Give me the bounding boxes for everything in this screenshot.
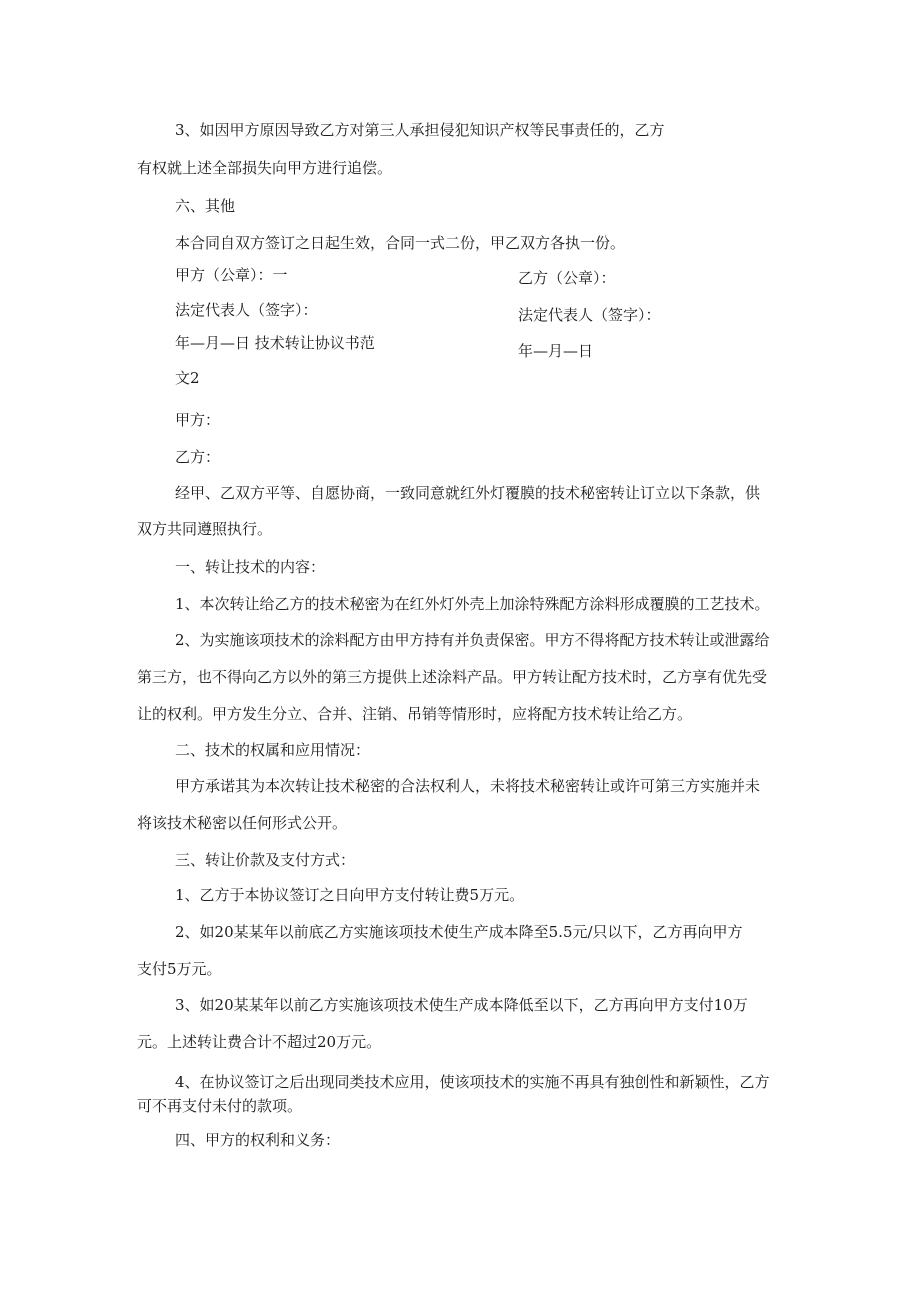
party-a-seal-label: 甲方（公章）：一 — [175, 266, 288, 284]
text-line: 经甲、乙双方平等、自愿协商，一致同意就红外灯覆膜的技术秘密转让订立以下条款，供 — [175, 484, 761, 502]
text-line: 支付5万元。 — [137, 960, 222, 978]
party-b-seal-label: 乙方（公章）： — [518, 269, 616, 287]
party-b-label: 乙方： — [175, 448, 221, 466]
text-line: 第三方，也不得向乙方以外的第三方提供上述涂料产品。甲方转让配方技术时，乙方享有优先受 — [137, 668, 768, 686]
text-line: 3、如因甲方原因导致乙方对第三人承担侵犯知识产权等民事责任的，乙方 — [175, 121, 665, 139]
party-b-rep-label: 法定代表人（签字）： — [518, 306, 661, 324]
party-a-date: 年—月—日 技术转让协议书范 — [175, 334, 375, 352]
text-line: 元。上述转让费合计不超过20万元。 — [137, 1033, 382, 1051]
section-heading: 六、其他 — [175, 197, 236, 215]
text-line: 可不再支付未付的款项。 — [137, 1097, 303, 1115]
text-line: 1、乙方于本协议签订之日向甲方支付转让费5万元。 — [175, 886, 525, 904]
text-line: 2、如20某某年以前底乙方实施该项技术使生产成本降至5.5元/只以下，乙方再向甲方 — [175, 923, 743, 941]
text-line: 将该技术秘密以任何形式公开。 — [137, 814, 348, 832]
text-line: 2、为实施该项技术的涂料配方由甲方持有并负责保密。甲方不得将配方技术转让或泄露给 — [175, 631, 770, 649]
text-line: 甲方承诺其为本次转让技术秘密的合法权利人，未将技术秘密转让或许可第三方实施并未 — [175, 777, 761, 795]
text-line: 有权就上述全部损失向甲方进行追偿。 — [137, 159, 393, 177]
party-a-label: 甲方： — [175, 411, 221, 429]
section-heading: 三、转让价款及支付方式： — [175, 851, 356, 869]
party-b-date: 年—月—日 — [518, 342, 594, 360]
section-heading: 四、甲方的权利和义务： — [175, 1131, 341, 1149]
party-a-rep-label: 法定代表人（签字）： — [175, 301, 318, 319]
text-line: 双方共同遵照执行。 — [137, 520, 273, 538]
text-line: 让的权利。甲方发生分立、合并、注销、吊销等情形时，应将配方技术转让给乙方。 — [137, 705, 693, 723]
section-heading: 一、转让技术的内容： — [175, 558, 326, 576]
text-line: 1、本次转让给乙方的技术秘密为在红外灯外壳上加涂特殊配方涂料形成覆膜的工艺技术。 — [175, 595, 770, 613]
section-heading: 二、技术的权属和应用情况： — [175, 741, 371, 759]
text-line: 4、在协议签订之后出现同类技术应用，使该项技术的实施不再具有独创性和新颖性，乙方 — [175, 1073, 770, 1091]
text-line: 3、如20某某年以前乙方实施该项技术使生产成本降低至以下，乙方再向甲方支付10万 — [175, 996, 748, 1014]
document-title-continued: 文2 — [175, 369, 200, 387]
text-line: 本合同自双方签订之日起生效，合同一式二份，甲乙双方各执一份。 — [175, 234, 626, 252]
